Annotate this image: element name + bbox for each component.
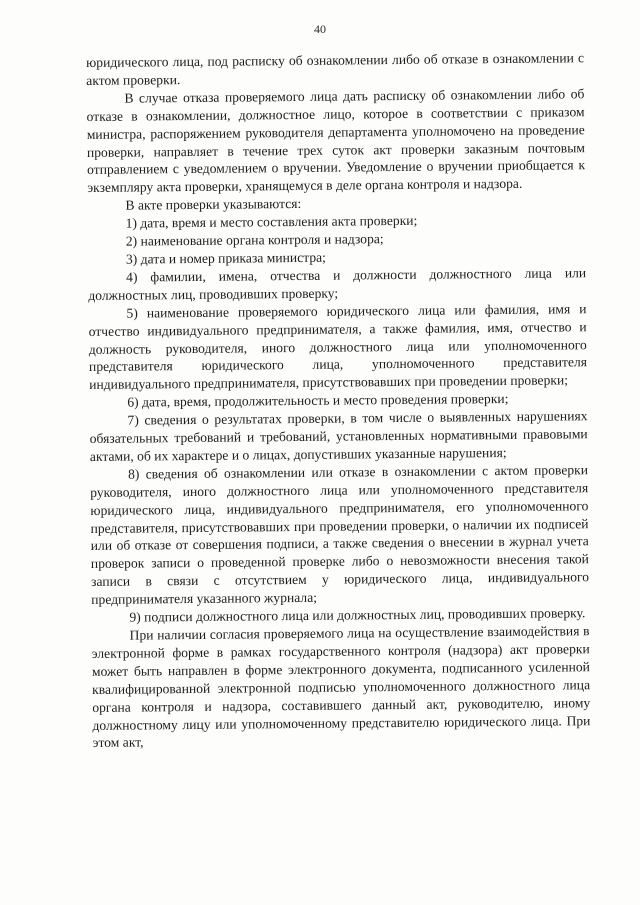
list-item: 4) фамилии, имена, отчества и должности должностного лица или должностных лиц, проводивших проверку; — [88, 265, 587, 303]
list-item: 7) сведения о результатах проверки, в том числе о выявленных нарушениях обязательных требований и требований, установленных нормативными правовыми актами, об их характере и о лицах, допустивших указанные нарушения; — [89, 408, 588, 464]
page-number: 40 — [314, 22, 326, 36]
list-item: 2) наименование органа контроля и надзора; — [125, 231, 384, 249]
list-item: 1) дата, время и место составления акта проверки; — [125, 212, 418, 231]
paragraph: При наличии согласия проверяемого лица на осуществление взаимодействия в электронной форме в рамках государственного контроля (надзора) акт проверки может быть направлен в форме электронного документа, подписанного усиленной квалифицированной электронной подписью уполномоченного должностного лица органа контроля и надзора, составившего данный акт, руководителю, иному должностному лицу или уполномоченному представителю юридического лица. При этом акт, — [91, 623, 591, 751]
list-item: 9) подписи должностного лица или должностных лиц, проводивших проверку. — [129, 605, 586, 625]
list-item: 5) наименование проверяемого юридического лица или фамилия, имя и отчество индивидуального предпринимателя, а также фамилия, имя, отчество и должность руководителя, иного должностного лица или уполномоченного представителя юридического лица, уполномоченного представителя индивидуального предпринимателя, присутствовавших при проведении проверки; — [88, 300, 588, 393]
paragraph: В случае отказа проверяемого лица дать расписку об ознакомлении либо об отказе в ознакомлении, должностное лицо, которое в соответствии с приказом министра, распоряжением руководителя департамента уполномочено на проведение проверки, направляет в течение трех суток акт проверки заказным почтовым отправлением с уведомлением о вручении. Уведомление о вручении приобщается к экземпляру акта проверки, хранящемуся в деле органа контроля и надзора. — [86, 86, 586, 196]
list-item: 8) сведения об ознакомлении или отказе в ознакомлении с актом проверки руководителя, иного должностного лица или уполномоченного представителя юридического лица, индивидуального предпринимателя, его уполномоченного представителя, присутствовавших при проведении проверки, о наличии их подписей или об отказе от совершения подписи, а также сведения о внесении в журнал учета проверок записи о проведенной проверке либо о невозможности внесения такой записи в связи с отсутствием у юридического лица, индивидуального предпринимателя указанного журнала; — [90, 462, 590, 608]
list-item: 6) дата, время, продолжительность и место проведения проверки; — [127, 391, 509, 410]
paragraph: В акте проверки указываются: — [125, 196, 302, 213]
document-body — [86, 49, 591, 752]
paragraph: юридического лица, под расписку об ознакомлении либо об отказе в ознакомлении с актом проверки. — [86, 50, 585, 88]
list-item: 3) дата и номер приказа министра; — [125, 249, 326, 267]
